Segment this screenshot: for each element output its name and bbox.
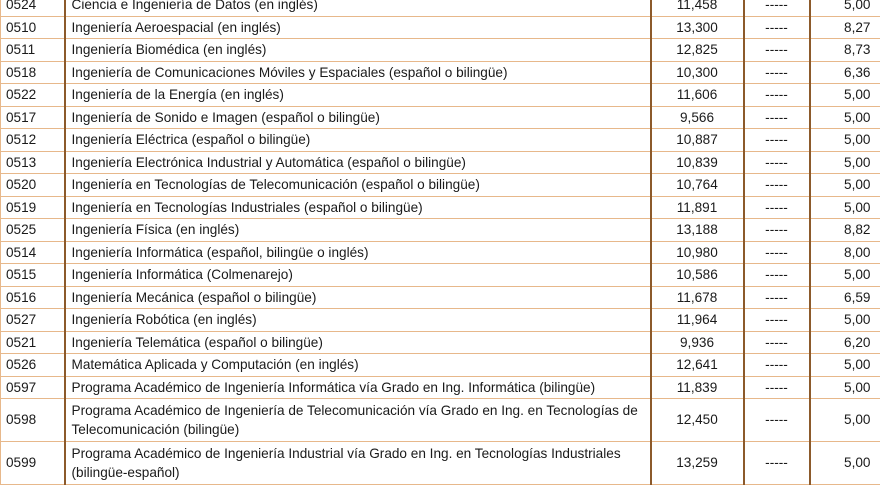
- cutoff-grade-cell: 11,678: [651, 286, 744, 309]
- code-cell: 0517: [1, 106, 65, 129]
- degree-name-cell: Ingeniería Telemática (español o bilingüe): [65, 331, 651, 354]
- minimum-grade-cell: 8,00: [810, 241, 880, 264]
- degree-name-cell: Ingeniería Robótica (en inglés): [65, 309, 651, 332]
- cutoff-grade-cell: 10,980: [651, 241, 744, 264]
- second-grade-cell: -----: [744, 174, 810, 197]
- minimum-grade-cell: 5,00: [810, 442, 880, 485]
- second-grade-cell: -----: [744, 151, 810, 174]
- table-row: [1, 286, 880, 309]
- second-grade-cell: -----: [744, 442, 810, 485]
- minimum-grade-cell: 5,00: [810, 399, 880, 442]
- second-grade-cell: -----: [744, 129, 810, 152]
- cutoff-grade-cell: 9,936: [651, 331, 744, 354]
- second-grade-cell: -----: [744, 61, 810, 84]
- second-grade-cell: -----: [744, 219, 810, 242]
- degree-name-cell: Ingeniería Eléctrica (español o bilingüe): [65, 129, 651, 152]
- code-cell: 0598: [1, 399, 65, 442]
- degree-name-cell: Ingeniería en Tecnologías Industriales (español o bilingüe): [65, 196, 651, 219]
- table-row: [1, 16, 880, 39]
- code-cell: 0518: [1, 61, 65, 84]
- code-cell: 0526: [1, 354, 65, 377]
- code-cell: 0513: [1, 151, 65, 174]
- cutoff-grade-cell: 13,259: [651, 442, 744, 485]
- second-grade-cell: -----: [744, 399, 810, 442]
- cutoff-grade-cell: 11,606: [651, 84, 744, 107]
- cutoff-grade-cell: 11,458: [651, 0, 744, 16]
- code-cell: 0512: [1, 129, 65, 152]
- second-grade-cell: -----: [744, 241, 810, 264]
- table-row: [1, 196, 880, 219]
- table-row: [1, 219, 880, 242]
- code-cell: 0527: [1, 309, 65, 332]
- second-grade-cell: -----: [744, 0, 810, 16]
- degree-name-cell: Programa Académico de Ingeniería Informática vía Grado en Ing. Informática (bilingüe): [65, 376, 651, 399]
- table-row: [1, 376, 880, 399]
- code-cell: 0515: [1, 264, 65, 287]
- second-grade-cell: -----: [744, 286, 810, 309]
- code-cell: 0511: [1, 39, 65, 62]
- cutoff-grade-cell: 11,891: [651, 196, 744, 219]
- code-cell: 0516: [1, 286, 65, 309]
- second-grade-cell: -----: [744, 106, 810, 129]
- degree-name-cell: Ingeniería Informática (Colmenarejo): [65, 264, 651, 287]
- code-cell: 0524: [1, 0, 65, 16]
- minimum-grade-cell: 8,73: [810, 39, 880, 62]
- table-row: [1, 129, 880, 152]
- table-row: [1, 241, 880, 264]
- minimum-grade-cell: 5,00: [810, 354, 880, 377]
- table-row: [1, 354, 880, 377]
- second-grade-cell: -----: [744, 354, 810, 377]
- cutoff-grade-cell: 13,300: [651, 16, 744, 39]
- cutoff-grade-cell: 11,839: [651, 376, 744, 399]
- cutoff-grade-cell: 12,450: [651, 399, 744, 442]
- minimum-grade-cell: 6,20: [810, 331, 880, 354]
- degree-name-cell: Ingeniería Aeroespacial (en inglés): [65, 16, 651, 39]
- cutoff-grade-cell: 11,964: [651, 309, 744, 332]
- code-cell: 0519: [1, 196, 65, 219]
- degree-name-cell: Ingeniería Informática (español, bilingüe o inglés): [65, 241, 651, 264]
- cutoff-grade-cell: 13,188: [651, 219, 744, 242]
- second-grade-cell: -----: [744, 309, 810, 332]
- code-cell: 0599: [1, 442, 65, 485]
- cutoff-grade-cell: 10,839: [651, 151, 744, 174]
- second-grade-cell: -----: [744, 16, 810, 39]
- minimum-grade-cell: 8,82: [810, 219, 880, 242]
- table-row: [1, 399, 880, 442]
- second-grade-cell: -----: [744, 264, 810, 287]
- cutoff-grade-cell: 9,566: [651, 106, 744, 129]
- cutoff-grade-cell: 10,300: [651, 61, 744, 84]
- degree-name-cell: Ingeniería en Tecnologías de Telecomunicación (español o bilingüe): [65, 174, 651, 197]
- second-grade-cell: -----: [744, 196, 810, 219]
- degree-name-cell: Matemática Aplicada y Computación (en inglés): [65, 354, 651, 377]
- minimum-grade-cell: 5,00: [810, 196, 880, 219]
- table-row: [1, 264, 880, 287]
- cutoff-grade-cell: 10,764: [651, 174, 744, 197]
- table-row: [1, 174, 880, 197]
- minimum-grade-cell: 5,00: [810, 309, 880, 332]
- minimum-grade-cell: 6,36: [810, 61, 880, 84]
- table-row: [1, 39, 880, 62]
- code-cell: 0514: [1, 241, 65, 264]
- table-row: [1, 151, 880, 174]
- second-grade-cell: -----: [744, 39, 810, 62]
- minimum-grade-cell: 5,00: [810, 129, 880, 152]
- table-row: [1, 442, 880, 485]
- minimum-grade-cell: 5,00: [810, 264, 880, 287]
- second-grade-cell: -----: [744, 331, 810, 354]
- degree-name-cell: Ingeniería Física (en inglés): [65, 219, 651, 242]
- code-cell: 0597: [1, 376, 65, 399]
- minimum-grade-cell: 5,00: [810, 106, 880, 129]
- degree-name-cell: Ingeniería de la Energía (en inglés): [65, 84, 651, 107]
- code-cell: 0521: [1, 331, 65, 354]
- degree-name-cell: Programa Académico de Ingeniería Industrial vía Grado en Ing. en Tecnologías Industriales (bilingüe-español): [65, 442, 651, 485]
- degree-name-cell: Programa Académico de Ingeniería de Telecomunicación vía Grado en Ing. en Tecnologías de Telecomunicación (bilingüe): [65, 399, 651, 442]
- code-cell: 0525: [1, 219, 65, 242]
- table-row: [1, 0, 880, 16]
- degree-name-cell: Ingeniería Biomédica (en inglés): [65, 39, 651, 62]
- table-row: [1, 309, 880, 332]
- code-cell: 0510: [1, 16, 65, 39]
- cutoff-grade-cell: 12,825: [651, 39, 744, 62]
- table-row: [1, 106, 880, 129]
- second-grade-cell: -----: [744, 84, 810, 107]
- table-row: [1, 61, 880, 84]
- degree-name-cell: Ingeniería Electrónica Industrial y Automática (español o bilingüe): [65, 151, 651, 174]
- minimum-grade-cell: 5,00: [810, 84, 880, 107]
- minimum-grade-cell: 6,59: [810, 286, 880, 309]
- minimum-grade-cell: 5,00: [810, 151, 880, 174]
- degree-name-cell: Ingeniería de Sonido e Imagen (español o bilingüe): [65, 106, 651, 129]
- cutoff-grade-cell: 12,641: [651, 354, 744, 377]
- code-cell: 0522: [1, 84, 65, 107]
- grades-table-body: [1, 0, 880, 485]
- second-grade-cell: -----: [744, 376, 810, 399]
- table-row: [1, 84, 880, 107]
- degree-name-cell: Ingeniería Mecánica (español o bilingüe): [65, 286, 651, 309]
- degree-name-cell: Ingeniería de Comunicaciones Móviles y Espaciales (español o bilingüe): [65, 61, 651, 84]
- minimum-grade-cell: 5,00: [810, 0, 880, 16]
- table-row: [1, 331, 880, 354]
- minimum-grade-cell: 8,27: [810, 16, 880, 39]
- minimum-grade-cell: 5,00: [810, 376, 880, 399]
- degree-name-cell: Ciencia e Ingeniería de Datos (en inglés): [65, 0, 651, 16]
- cutoff-grade-cell: 10,887: [651, 129, 744, 152]
- cutoff-grade-cell: 10,586: [651, 264, 744, 287]
- minimum-grade-cell: 5,00: [810, 174, 880, 197]
- code-cell: 0520: [1, 174, 65, 197]
